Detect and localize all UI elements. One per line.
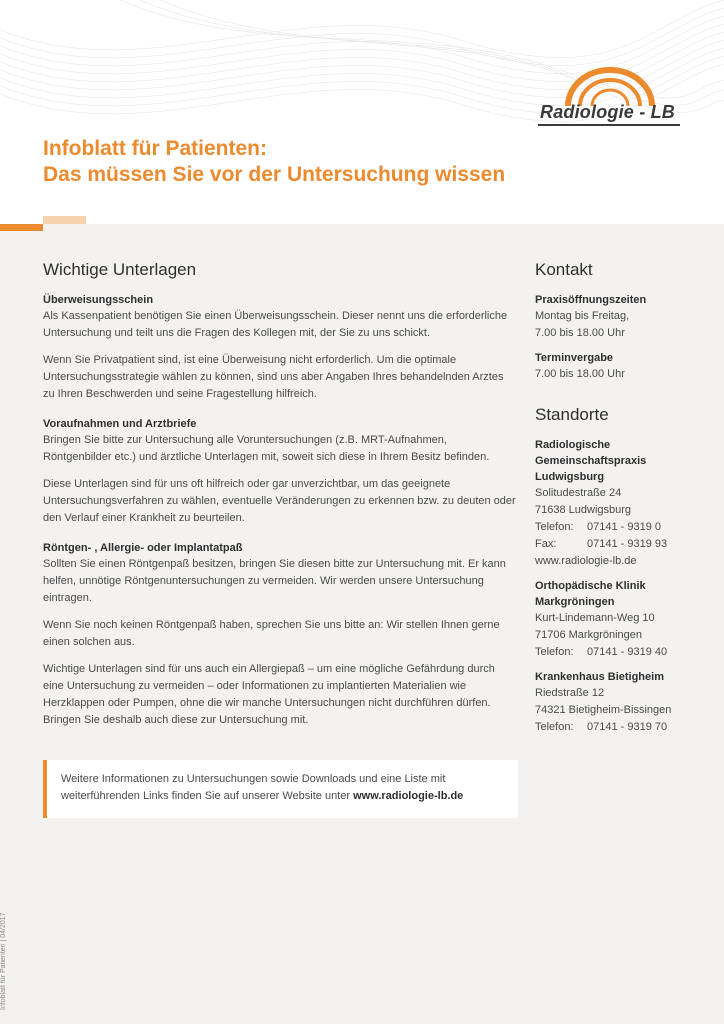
logo-underline (538, 124, 680, 126)
appointments-title: Terminvergabe (535, 352, 614, 364)
phone-label: Telefon: (535, 521, 574, 533)
info-box (43, 760, 518, 818)
info-box-text (61, 771, 504, 805)
paragraph: Wichtige Unterlagen sind für uns auch ein Allergiepaß – um eine mögliche Gefährdung durch eine Untersuchung zu vermeiden – oder Informationen zu implantierten Materialien wie Herzklappen oder Pumpen, ohne die wir manche Untersuchungen nicht durchführen dürfen. Bringen Sie deshalb auch diese zur Untersuchung mit. (43, 663, 495, 726)
location-phone (535, 519, 695, 536)
location-website[interactable]: www.radiologie-lb.de (535, 555, 637, 567)
phone-label: Telefon: (535, 646, 574, 658)
logo[interactable] (528, 66, 688, 136)
paragraph: Als Kassenpatient benötigen Sie einen Überweisungsschein. Dieser nennt uns die erforderliche Untersuchung und teilt uns die Fragen des Kollegen mit, der Sie zu uns schickt. (43, 310, 508, 339)
location-ludwigsburg (535, 437, 695, 570)
accent-bar (0, 224, 43, 231)
section-title: Überweisungsschein (43, 294, 154, 306)
fax-number: 07141 - 9319 93 (587, 538, 668, 550)
location-city: 71638 Ludwigsburg (535, 504, 632, 516)
section-title: Röntgen- , Allergie- oder Implantatpaß (43, 542, 243, 554)
section-passes (43, 540, 518, 729)
location-markgroeningen (535, 578, 695, 661)
title-line-1: Infoblatt für Patienten: (43, 137, 267, 160)
info-box-body: Weitere Informationen zu Untersuchungen sowie Downloads und eine Liste mit weiterführenden Links finden Sie auf unserer Website unter (61, 773, 446, 802)
section-referral (43, 292, 518, 403)
sidebar (535, 260, 695, 744)
page-title (43, 136, 603, 188)
location-bietigheim (535, 669, 695, 736)
paragraph: Wenn Sie noch keinen Röntgenpaß haben, sprechen Sie uns bitte an: Wir stellen Ihnen gerne einen solchen aus. (43, 619, 500, 648)
fax-label: Fax: (535, 538, 557, 550)
location-name: Markgröningen (535, 596, 615, 608)
opening-hours (535, 292, 695, 342)
header (0, 0, 724, 224)
appointments-time: 7.00 bis 18.00 Uhr (535, 368, 625, 380)
location-name: Radiologische (535, 439, 611, 451)
locations-heading: Standorte (535, 405, 609, 424)
location-street: Kurt-Lindemann-Weg 10 (535, 612, 655, 624)
paragraph: Sollten Sie einen Röntgenpaß besitzen, bringen Sie diesen bitte zur Untersuchung mit. Er kann helfen, unnötige Röntgenuntersuchungen zu vermeiden. Wir werden unsere Untersuchung eintragen. (43, 558, 506, 604)
phone-number[interactable]: 07141 - 9319 70 (587, 721, 668, 733)
contact-heading: Kontakt (535, 260, 593, 279)
location-name: Orthopädische Klinik (535, 580, 646, 592)
phone-number[interactable]: 07141 - 9319 0 (587, 521, 662, 533)
location-phone (535, 719, 695, 736)
main-heading: Wichtige Unterlagen (43, 260, 197, 279)
location-city: 71706 Markgröningen (535, 629, 643, 641)
paragraph: Wenn Sie Privatpatient sind, ist eine Überweisung nicht erforderlich. Um die optimale Untersuchungsstrategie wählen zu können, sind uns aber Angaben Ihres behandelnden Arztes zu Ihren Beschwerden und seine Fragestellung hilfreich. (43, 354, 504, 400)
accent-bar-light (43, 216, 86, 224)
paragraph: Diese Unterlagen sind für uns oft hilfreich oder gar unverzichtbar, um das geeignete Untersuchungsverfahren zu wählen, eventuelle Veränderungen zu erkennen bzw. zu deuten oder den Verlauf einer Krankheit zu beurteilen. (43, 478, 516, 524)
location-name: Krankenhaus Bietigheim (535, 671, 664, 683)
section-prior-records (43, 416, 518, 527)
opening-hours-days: Montag bis Freitag, (535, 310, 630, 322)
location-street: Riedstraße 12 (535, 687, 605, 699)
title-line-2: Das müssen Sie vor der Untersuchung wissen (43, 163, 506, 186)
main-column (43, 260, 518, 742)
phone-number[interactable]: 07141 - 9319 40 (587, 646, 668, 658)
phone-label: Telefon: (535, 721, 574, 733)
location-phone (535, 644, 695, 661)
section-title: Voraufnahmen und Arztbriefe (43, 418, 197, 430)
footer-note: Infoblatt für Patienten | 04/2017 (0, 912, 7, 1010)
appointments (535, 350, 695, 383)
paragraph: Bringen Sie bitte zur Untersuchung alle Voruntersuchungen (z.B. MRT-Aufnahmen, Röntgenbilder etc.) und ärztliche Unterlagen mit, soweit sich diese in Ihrem Besitz befinden. (43, 434, 490, 463)
opening-hours-title: Praxisöffnungszeiten (535, 294, 647, 306)
opening-hours-time: 7.00 bis 18.00 Uhr (535, 327, 625, 339)
website-link[interactable]: www.radiologie-lb.de (353, 790, 464, 802)
logo-text: Radiologie - LB (540, 102, 675, 122)
location-name: Gemeinschaftspraxis (535, 455, 647, 467)
location-city: 74321 Bietigheim-Bissingen (535, 704, 672, 716)
location-fax (535, 536, 695, 553)
location-street: Solitudestraße 24 (535, 487, 622, 499)
location-name: Ludwigsburg (535, 471, 605, 483)
